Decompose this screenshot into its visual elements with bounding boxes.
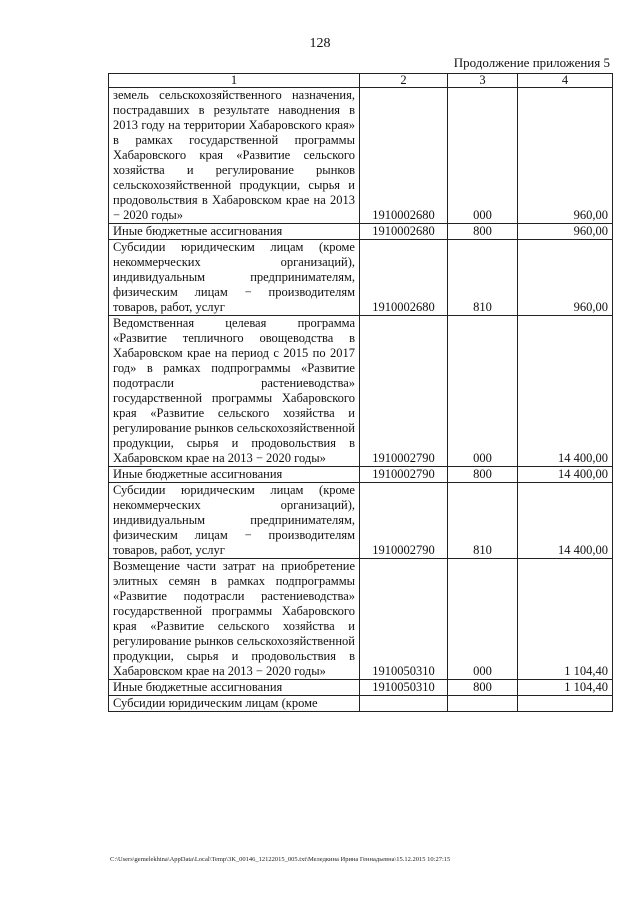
- row-amount: 1 104,40: [518, 680, 613, 696]
- row-amount: 1 104,40: [518, 559, 613, 680]
- row-code: 1910002790: [360, 316, 448, 467]
- continuation-label: Продолжение приложения 5: [453, 55, 610, 70]
- row-expense-type: 800: [448, 224, 518, 240]
- table-row: [109, 680, 613, 696]
- row-expense-type: 800: [448, 467, 518, 483]
- row-code: [360, 696, 448, 712]
- row-expense-type: 800: [448, 680, 518, 696]
- row-amount: 960,00: [518, 88, 613, 224]
- row-expense-type: 000: [448, 559, 518, 680]
- row-amount: 14 400,00: [518, 467, 613, 483]
- header-col-1: 1: [109, 74, 360, 88]
- row-amount: 14 400,00: [518, 316, 613, 467]
- row-expense-type: [448, 696, 518, 712]
- row-code: 1910002680: [360, 240, 448, 316]
- row-code: 1910002680: [360, 88, 448, 224]
- row-expense-type: 810: [448, 483, 518, 559]
- row-code: 1910002790: [360, 483, 448, 559]
- row-code: 1910002680: [360, 224, 448, 240]
- table-row: [109, 696, 613, 712]
- row-description: Ведомственная целевая программа «Развитие тепличного овощеводства в Хабаровском крае на период с 2015 по 2017 год» в рамках подпрограммы «Развитие подотрасли растениеводства» государственной программы Хабаровского края «Развитие сельского хозяйства и регулирование рынков сельскохозяйственной продукции, сырья и продовольствия в Хабаровском крае на 2013 − 2020 годы»: [109, 316, 360, 467]
- row-amount: [518, 696, 613, 712]
- table-row: [109, 240, 613, 316]
- row-description: Возмещение части затрат на приобретение элитных семян в рамках подпрограммы «Развитие подотрасли растениеводства» государственной программы Хабаровского края «Развитие сельского хозяйства и регулирование рынков сельскохозяйственной продукции, сырья и продовольствия в Хабаровском крае на 2013 − 2020 годы»: [109, 559, 360, 680]
- footer-file-path: C:\Users\gemelekhina\AppData\Local\Temp\3K_00146_12122015_005.txt\Меледкина Ирина Геннадьевна\15.12.2015 10:27:15: [110, 856, 451, 863]
- row-code: 1910050310: [360, 559, 448, 680]
- row-expense-type: 000: [448, 316, 518, 467]
- row-code: 1910002790: [360, 467, 448, 483]
- row-description: Иные бюджетные ассигнования: [109, 224, 360, 240]
- budget-table: [108, 73, 613, 712]
- table-row: [109, 316, 613, 467]
- row-amount: 960,00: [518, 224, 613, 240]
- header-col-2: 2: [360, 74, 448, 88]
- row-description: Субсидии юридическим лицам (кроме некоммерческих организаций), индивидуальным предпринимателям, физическим лицам − производителям товаров, работ, услуг: [109, 240, 360, 316]
- row-description: земель сельскохозяйственного назначения, пострадавших в результате наводнения в 2013 году на территории Хабаровского края» в рамках государственной программы Хабаровского края «Развитие сельского хозяйства и регулирование рынков сельскохозяйственной продукции, сырья и продовольствия в Хабаровском крае на 2013 − 2020 годы»: [109, 88, 360, 224]
- row-amount: 960,00: [518, 240, 613, 316]
- table-header-row: [109, 74, 613, 88]
- table-row: [109, 88, 613, 224]
- row-description: Субсидии юридическим лицам (кроме: [109, 696, 360, 712]
- table-row: [109, 483, 613, 559]
- header-col-4: 4: [518, 74, 613, 88]
- row-expense-type: 810: [448, 240, 518, 316]
- table-row: [109, 224, 613, 240]
- row-expense-type: 000: [448, 88, 518, 224]
- row-description: Иные бюджетные ассигнования: [109, 680, 360, 696]
- table-row: [109, 559, 613, 680]
- row-description: Иные бюджетные ассигнования: [109, 467, 360, 483]
- table-row: [109, 467, 613, 483]
- page-number: 128: [309, 36, 331, 51]
- header-col-3: 3: [448, 74, 518, 88]
- row-code: 1910050310: [360, 680, 448, 696]
- row-description: Субсидии юридическим лицам (кроме некоммерческих организаций), индивидуальным предпринимателям, физическим лицам − производителям товаров, работ, услуг: [109, 483, 360, 559]
- row-amount: 14 400,00: [518, 483, 613, 559]
